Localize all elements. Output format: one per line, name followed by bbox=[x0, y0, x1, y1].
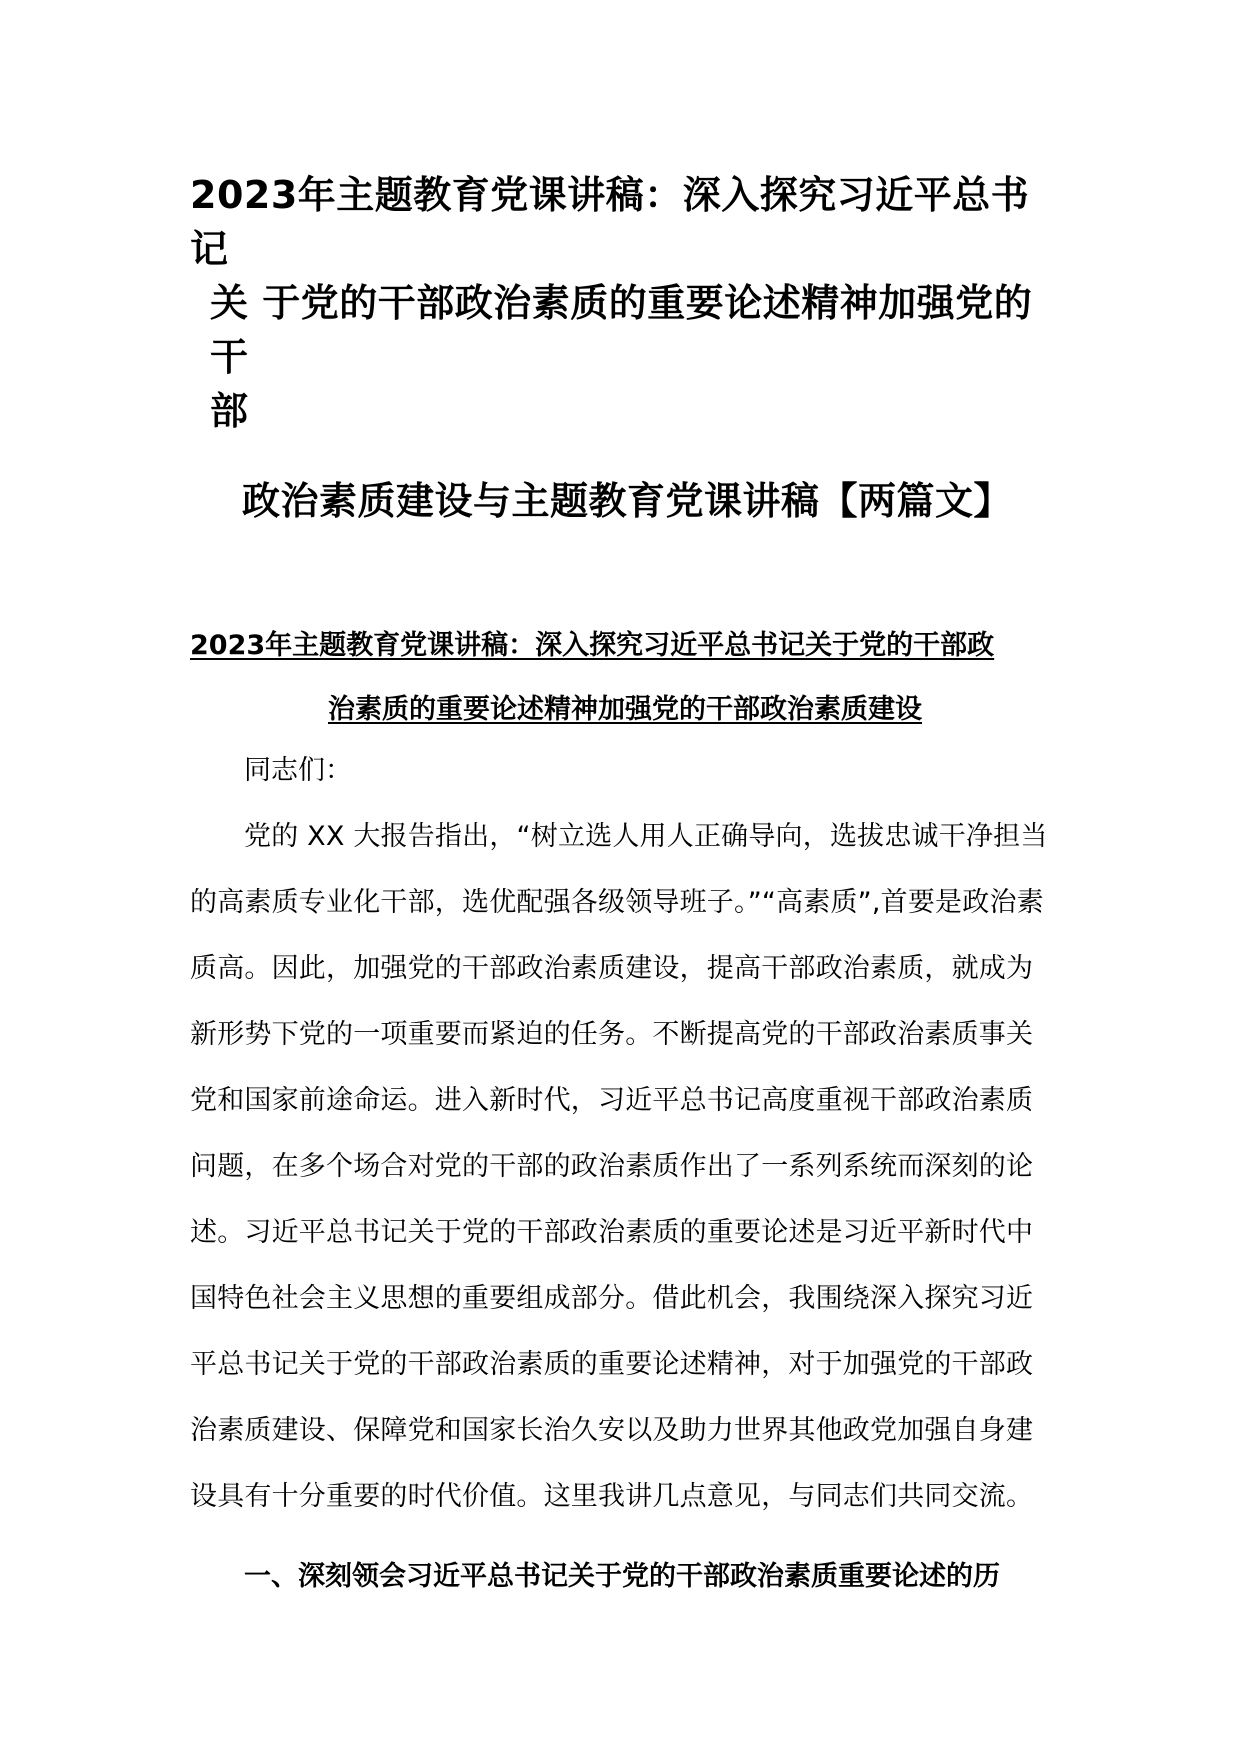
body-text bbox=[190, 738, 1060, 1610]
section-heading bbox=[190, 614, 1060, 742]
main-title-line-1: 2023年主题教育党课讲稿：深入探究习近平总书记 bbox=[190, 173, 1030, 271]
section-heading-line-2: 治素质的重要论述精神加强党的干部政治素质建设 bbox=[328, 694, 922, 725]
main-title-line-3: 部 bbox=[210, 389, 249, 433]
subheading-one: 一、深刻领会习近平总书记关于党的干部政治素质重要论述的历 bbox=[244, 1561, 1000, 1592]
body-paragraph: 党的 XX 大报告指出，“树立选人用人正确导向，选拔忠诚干净担当的高素质专业化干部，选优配强各级领导班子。”“高素质”,首要是政治素质高。因此，加强党的干部政治素质建设，提高干部政治素质，就成为新形势下党的一项重要而紧迫的任务。不断提高党的干部政治素质事关党和国家前途命运。进入新时代，习近平总书记高度重视干部政治素质问题，在多个场合对党的干部的政治素质作出了一系列系统而深刻的论述。习近平总书记关于党的干部政治素质的重要论述是习近平新时代中国特色社会主义思想的重要组成部分。借此机会，我围绕深入探究习近平总书记关于党的干部政治素质的重要论述精神，对于加强党的干部政治素质建设、保障党和国家长治久安以及助力世界其他政党加强自身建设具有十分重要的时代价值。这里我讲几点意见，与同志们共同交流。 bbox=[190, 821, 1048, 1512]
salutation: 同志们： bbox=[244, 755, 352, 786]
main-title-line-2: 关 于党的干部政治素质的重要论述精神加强党的干 bbox=[210, 281, 1033, 379]
title-block bbox=[190, 168, 1060, 528]
section-heading-line-1: 2023年主题教育党课讲稿：深入探究习近平总书记关于党的干部政 bbox=[190, 630, 995, 661]
main-title bbox=[190, 168, 1060, 528]
main-title-line-4: 政治素质建设与主题教育党课讲稿【两篇文】 bbox=[242, 479, 1013, 523]
